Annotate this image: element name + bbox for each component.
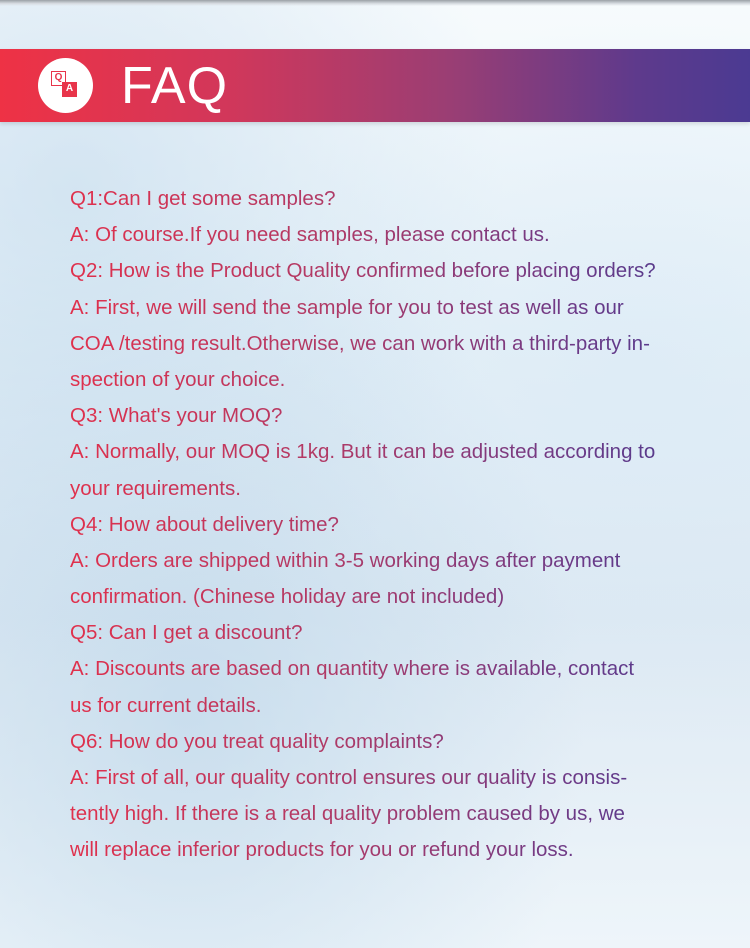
faq-answer-6-line-1: A: First of all, our quality control ensures our quality is consis-	[70, 760, 710, 796]
faq-question-2: Q2: How is the Product Quality confirmed before placing orders?	[70, 253, 710, 289]
top-strip	[0, 0, 750, 6]
faq-question-4: Q4: How about delivery time?	[70, 507, 710, 543]
faq-answer-5-line-2: us for current details.	[70, 688, 710, 724]
faq-question-6: Q6: How do you treat quality complaints?	[70, 724, 710, 760]
qa-icon-a: A	[62, 82, 77, 97]
faq-question-3: Q3: What's your MOQ?	[70, 398, 710, 434]
qa-icon-q: Q	[51, 71, 66, 86]
faq-answer-4-line-2: confirmation. (Chinese holiday are not included)	[70, 579, 710, 615]
faq-question-1: Q1:Can I get some samples?	[70, 181, 710, 217]
faq-answer-2-line-3: spection of your choice.	[70, 362, 710, 398]
page-title: FAQ	[121, 57, 229, 115]
faq-answer-2-line-1: A: First, we will send the sample for you to test as well as our	[70, 290, 710, 326]
faq-answer-4-line-1: A: Orders are shipped within 3-5 working days after payment	[70, 543, 710, 579]
faq-banner	[0, 49, 750, 122]
faq-answer-6-line-3: will replace inferior products for you or refund your loss.	[70, 832, 710, 868]
faq-answer-2-line-2: COA /testing result.Otherwise, we can work with a third-party in-	[70, 326, 710, 362]
faq-answer-6-line-2: tently high. If there is a real quality problem caused by us, we	[70, 796, 710, 832]
faq-answer-5-line-1: A: Discounts are based on quantity where is available, contact	[70, 651, 710, 687]
faq-content	[70, 181, 710, 869]
faq-answer-3-line-1: A: Normally, our MOQ is 1kg. But it can be adjusted according to	[70, 434, 710, 470]
qa-icon	[38, 58, 93, 113]
faq-answer-1: A: Of course.If you need samples, please contact us.	[70, 217, 710, 253]
faq-question-5: Q5: Can I get a discount?	[70, 615, 710, 651]
faq-answer-3-line-2: your requirements.	[70, 471, 710, 507]
